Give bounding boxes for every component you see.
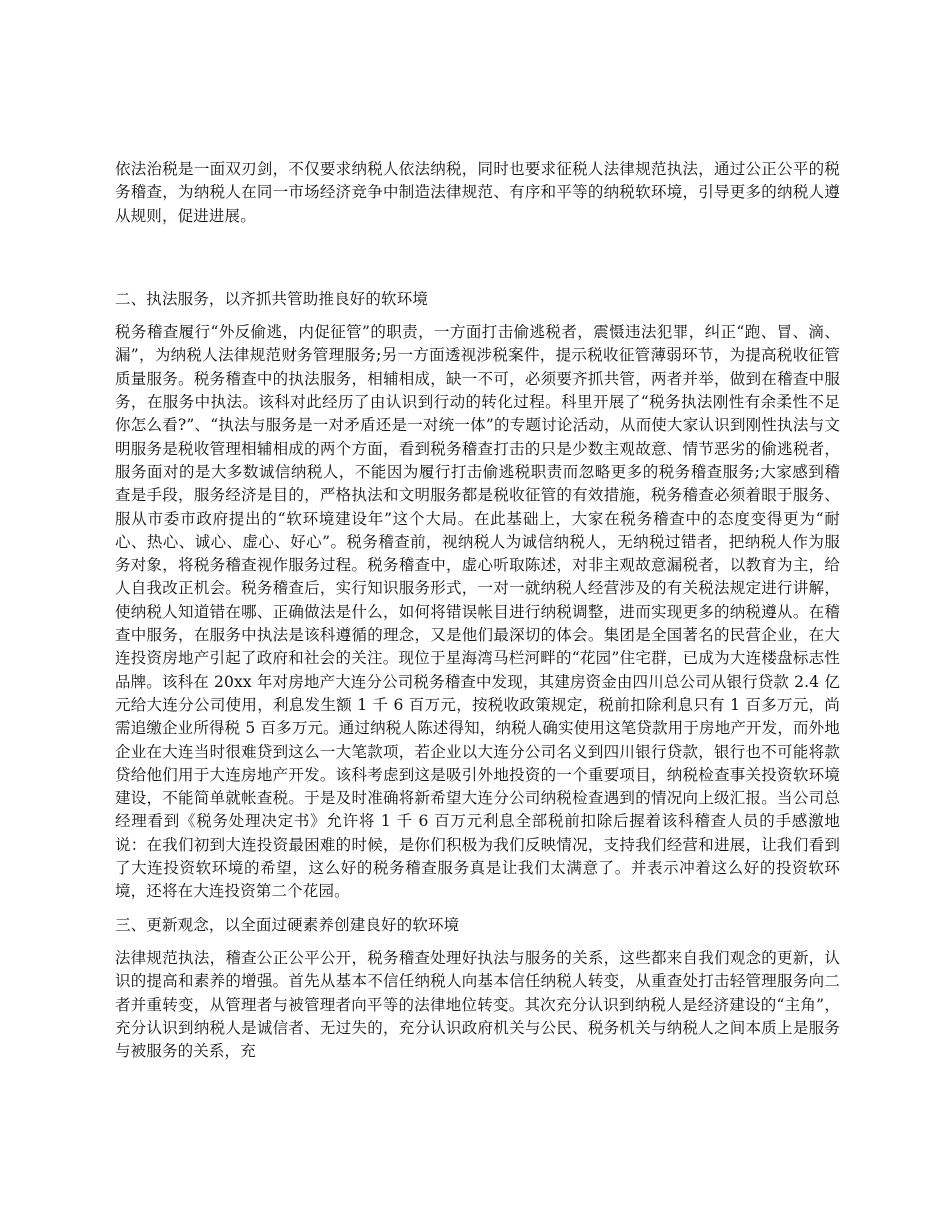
- section-heading-2: 二、执法服务，以齐抓共管助推良好的软环境: [115, 289, 429, 308]
- section-paragraph-3: 法律规范执法，稽查公正公平公开，税务稽查处理好执法与服务的关系，这些都来自我们观念的更新，认识的提高和素养的增强。首先从基本不信任纳税人向基本信任纳税人转变，从重查处打击轻管理服务向二者并重转变，从管理者与被管理者向平等的法律地位转变。其次充分认识到纳税人是经济建设的“主角”，充分认识到纳税人是诚信者、无过失的，充分认识政府机关与公民、税务机关与纳税人之间本质上是服务与被服务的关系，充: [115, 948, 840, 1061]
- document-page: [115, 158, 840, 1073]
- section-paragraph-2: 税务稽查履行“外反偷逃，内促征管”的职责，一方面打击偷逃税者，震慑违法犯罪，纠正“跑、冒、滴、漏”，为纳税人法律规范财务管理服务;另一方面透视涉税案件，提示税收征管薄弱环节，为提高税收征管质量服务。税务稽查中的执法服务，相辅相成，缺一不可，必须要齐抓共管，两者并举，做到在稽查中服务，在服务中执法。该科对此经历了由认识到行动的转化过程。科里开展了“税务执法刚性有余柔性不足你怎么看?”、“执法与服务是一对矛盾还是一对统一体”的专题讨论活动，从而使大家认识到刚性执法与文明服务是税收管理相辅相成的两个方面，看到税务稽查打击的只是少数主观故意、情节恶劣的偷逃税者，服务面对的是大多数诚信纳税人，不能因为履行打击偷逃税职责而忽略更多的税务稽查服务;大家感到稽查是手段，服务经济是目的，严格执法和文明服务都是税收征管的有效措施，税务稽查必须着眼于服务、服从市委市政府提出的“软环境建设年”这个大局。在此基础上，大家在税务稽查中的态度变得更为“耐心、热心、诚心、虚心、好心”。税务稽查前，视纳税人为诚信纳税人，无纳税过错者，把纳税人作为服务对象，将税务稽查视作服务过程。税务稽查中，虚心听取陈述，对非主观故意漏税者，以教育为主，给人自我改正机会。税务稽查后，实行知识服务形式，一对一就纳税人经营涉及的有关税法规定进行讲解，使纳税人知道错在哪、正确做法是什么，如何将错误帐目进行纳税调整，进而实现更多的纳税遵从。在稽查中服务，在服务中执法是该科遵循的理念，又是他们最深切的体会。集团是全国著名的民营企业，在大连投资房地产引起了政府和社会的关注。现位于星海湾马栏河畔的“花园”住宅群，已成为大连楼盘标志性品牌。该科在 20xx 年对房地产大连分公司税务稽查中发现，其建房资金由四川总公司从银行贷款 2.4 亿元给大连分公司使用，利息发生额 1 千 6 百万元，按税收政策规定，税前扣除利息只有 1 百多万元，尚需追缴企业所得税 5 百多万元。通过纳税人陈述得知，纳税人确实使用这笔贷款用于房地产开发，而外地企业在大连当时很难贷到这么一大笔款项，若企业以大连分公司名义到四川银行贷款，银行也不可能将款贷给他们用于大连房地产开发。该科考虑到这是吸引外地投资的一个重要项目，纳税检查事关投资软环境建设，不能简单就帐查税。于是及时准确将新希望大连分公司纳税检查遇到的情况向上级汇报。当公司总经理看到《税务处理决定书》允许将 1 千 6 百万元利息全部税前扣除后握着该科稽查人员的手感激地说：在我们初到大连投资最困难的时候，是你们积极为我们反映情况，支持我们经营和进展，让我们看到了大连投资软环境的希望，这么好的税务稽查服务真是让我们太满意了。并表示冲着这么好的投资软环境，还将在大连投资第二个花园。: [115, 323, 840, 901]
- intro-paragraph: 依法治税是一面双刃剑，不仅要求纳税人依法纳税，同时也要求征税人法律规范执法，通过公正公平的税务稽查，为纳税人在同一市场经济竞争中制造法律规范、有序和平等的纳税软环境，引导更多的纳税人遵从规则，促进进展。: [115, 160, 840, 225]
- section-heading-3: 三、更新观念，以全面过硬素养创建良好的软环境: [115, 915, 460, 934]
